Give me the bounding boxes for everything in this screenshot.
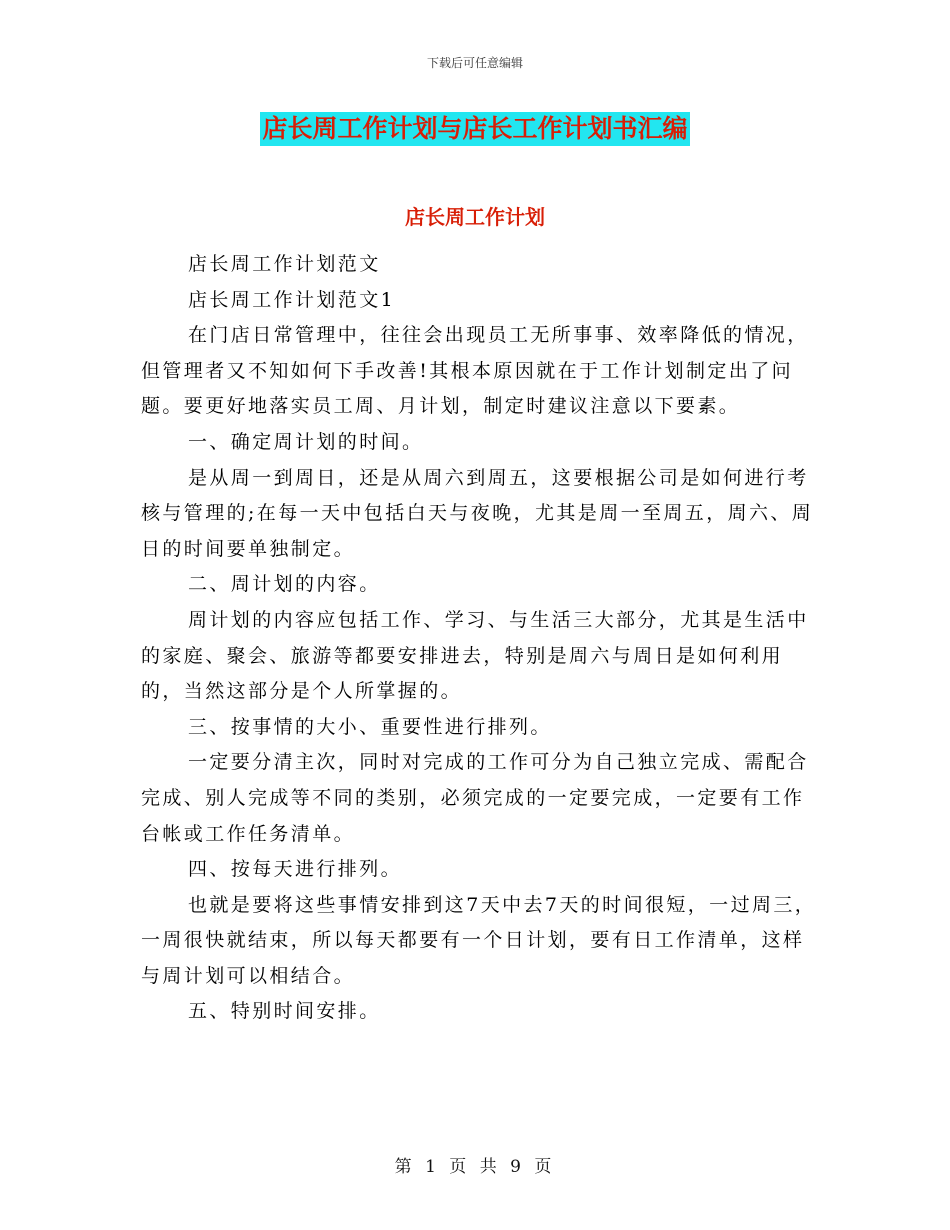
document-body bbox=[141, 247, 817, 1030]
paragraph: 二、周计划的内容。 bbox=[188, 573, 381, 596]
section-title: 店长周工作计划 bbox=[405, 205, 545, 229]
paragraph: 三、按事情的大小、重要性进行排列。 bbox=[188, 715, 552, 738]
page-number-footer: 第 1 页 共 9 页 bbox=[394, 1157, 556, 1177]
paragraph: 是从周一到周日，还是从周六到周五，这要根据公司是如何进行考核与管理的;在每一天中包括白天与夜晚，尤其是周一至周五，周六、周日的时间要单独制定。 bbox=[141, 466, 814, 560]
paragraph: 五、特别时间安排。 bbox=[188, 1000, 381, 1023]
paragraph: 在门店日常管理中，往往会出现员工无所事事、效率降低的情况，但管理者又不知如何下手改善!其根本原因就在于工作计划制定出了问题。要更好地落实员工周、月计划，制定时建议注意以下要素。 bbox=[141, 324, 809, 418]
document-title-container bbox=[0, 112, 950, 146]
paragraph: 店长周工作计划范文1 bbox=[188, 288, 396, 311]
paragraph: 四、按每天进行排列。 bbox=[188, 858, 403, 881]
paragraph: 一定要分清主次，同时对完成的工作可分为自己独立完成、需配合完成、别人完成等不同的类别，必须完成的一定要完成，一定要有工作台帐或工作任务清单。 bbox=[141, 751, 809, 845]
paragraph: 周计划的内容应包括工作、学习、与生活三大部分，尤其是生活中的家庭、聚会、旅游等都要安排进去，特别是周六与周日是如何利用的，当然这部分是个人所掌握的。 bbox=[141, 608, 809, 703]
paragraph: 一、确定周计划的时间。 bbox=[188, 430, 424, 453]
document-title: 店长周工作计划与店长工作计划书汇编 bbox=[260, 112, 689, 146]
page-header-note: 下载后可任意编辑 bbox=[426, 56, 523, 70]
paragraph: 也就是要将这些事情安排到这7天中去7天的时间很短，一过周三，一周很快就结束，所以每天都要有一个日计划，要有日工作清单，这样与周计划可以相结合。 bbox=[141, 893, 817, 987]
paragraph: 店长周工作计划范文 bbox=[188, 253, 381, 275]
